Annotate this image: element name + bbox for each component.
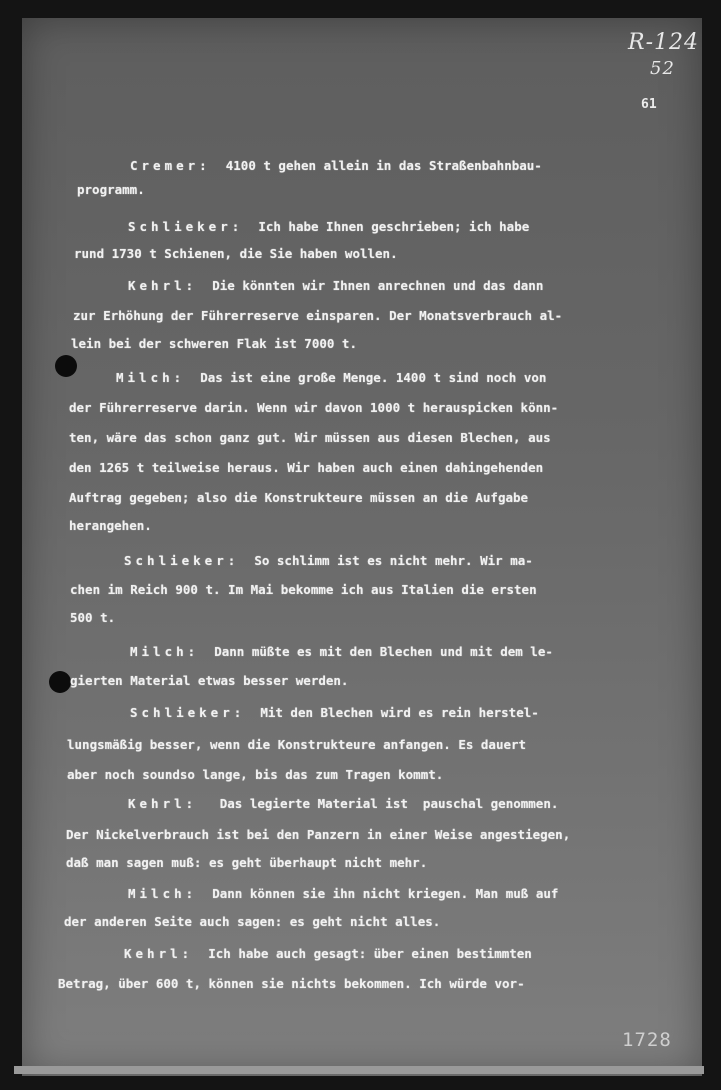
text-line: chen im Reich 900 t. Im Mai bekomme ich aus Italien die ersten [70,582,537,597]
text-line: Kehrl: Ich habe auch gesagt: über einen bestimmten [124,946,532,961]
speaker-name: Schlieker: [124,553,240,568]
text-line: Schlieker: Mit den Blechen wird es rein herstel- [130,705,539,720]
speaker-name: Kehrl: [124,946,194,961]
speaker-name: Milch: [130,644,200,659]
archive-number: 1728 [622,1029,672,1051]
handwritten-annotation: 52 [650,58,675,79]
text-line: Kehrl: Die könnten wir Ihnen anrechnen und das dann [128,278,544,293]
text-line: daß man sagen muß: es geht überhaupt nicht mehr. [66,855,428,870]
page-number: 61 [641,97,657,112]
text-line: 500 t. [70,610,116,625]
text-line: Kehrl: Das legierte Material ist pauschal genommen. [128,796,559,811]
text-line: zur Erhöhung der Führerreserve einsparen. Der Monatsverbrauch al- [73,308,563,323]
text-line: rund 1730 t Schienen, die Sie haben wollen. [74,246,398,261]
text-line: Betrag, über 600 t, können sie nichts bekommen. Ich würde vor- [58,976,525,991]
text-line: aber noch soundso lange, bis das zum Tragen kommt. [67,767,444,782]
text-line: Der Nickelverbrauch ist bei den Panzern in einer Weise angestiegen, [66,827,571,842]
speaker-name: Milch: [116,370,186,385]
text-line: Auftrag gegeben; also die Konstrukteure müssen an die Aufgabe [69,490,529,505]
text-line: Milch: Dann können sie ihn nicht kriegen. Man muß auf [128,886,559,901]
text-line: Milch: Dann müßte es mit den Blechen und mit dem le- [130,644,553,659]
text-line: gierten Material etwas besser werden. [70,673,349,688]
speaker-name: Schlieker: [128,219,244,234]
text-line: ten, wäre das schon ganz gut. Wir müssen aus diesen Blechen, aus [69,430,551,445]
speaker-name: Cremer: [130,158,211,173]
text-line: Schlieker: So schlimm ist es nicht mehr. Wir ma- [124,553,533,568]
handwritten-annotation: R-124 [628,30,699,55]
text-line: lungsmäßig besser, wenn die Konstrukteure anfangen. Es dauert [67,737,527,752]
text-line: herangehen. [69,518,152,533]
text-line: den 1265 t teilweise heraus. Wir haben auch einen dahingehenden [69,460,544,475]
text-line: Schlieker: Ich habe Ihnen geschrieben; ich habe [128,219,530,234]
text-line: programm. [77,182,145,197]
text-line: der Führerreserve darin. Wenn wir davon 1000 t herauspicken könn- [69,400,559,415]
speaker-name: Milch: [128,886,198,901]
text-line: der anderen Seite auch sagen: es geht nicht alles. [64,914,441,929]
speaker-name: Kehrl: [128,278,198,293]
speaker-name: Schlieker: [130,705,246,720]
text-line: Milch: Das ist eine große Menge. 1400 t sind noch von [116,370,547,385]
text-line: lein bei der schweren Flak ist 7000 t. [71,336,357,351]
text-line: Cremer: 4100 t gehen allein in das Straßenbahnbau- [130,158,542,173]
speaker-name: Kehrl: [128,796,198,811]
